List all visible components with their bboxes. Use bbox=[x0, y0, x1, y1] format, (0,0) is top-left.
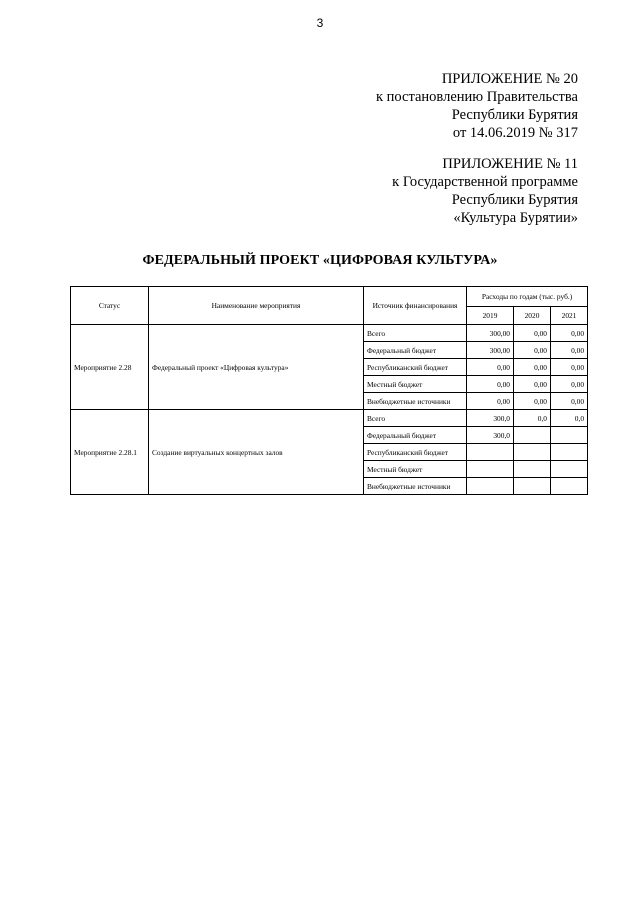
header-name: Наименование мероприятия bbox=[149, 287, 364, 325]
source-cell: Внебюджетные источники bbox=[364, 393, 467, 410]
value-cell-2020: 0,00 bbox=[514, 359, 551, 376]
document-title: ФЕДЕРАЛЬНЫЙ ПРОЕКТ «ЦИФРОВАЯ КУЛЬТУРА» bbox=[142, 253, 498, 268]
source-cell: Местный бюджет bbox=[364, 461, 467, 478]
page-number: 3 bbox=[316, 16, 324, 30]
value-cell-2019: 300,00 bbox=[467, 342, 514, 359]
value-cell-2020 bbox=[514, 461, 551, 478]
value-cell-2020 bbox=[514, 478, 551, 495]
value-cell-2020: 0,0 bbox=[514, 410, 551, 427]
value-cell-2021 bbox=[551, 478, 588, 495]
appendix-20-line1: ПРИЛОЖЕНИЕ № 20 bbox=[441, 71, 578, 87]
appendix-20-line3: Республики Бурятия bbox=[451, 107, 578, 123]
status-cell: Мероприятие 2.28.1 bbox=[71, 410, 149, 495]
value-cell-2019: 300,0 bbox=[467, 427, 514, 444]
value-cell-2021: 0,00 bbox=[551, 376, 588, 393]
value-cell-2021 bbox=[551, 427, 588, 444]
source-cell: Федеральный бюджет bbox=[364, 427, 467, 444]
value-cell-2019 bbox=[467, 444, 514, 461]
source-cell: Внебюджетные источники bbox=[364, 478, 467, 495]
value-cell-2020: 0,00 bbox=[514, 325, 551, 342]
value-cell-2021: 0,00 bbox=[551, 342, 588, 359]
value-cell-2020 bbox=[514, 444, 551, 461]
header-expenses: Расходы по годам (тыс. руб.) bbox=[467, 287, 588, 307]
event-name-cell: Создание виртуальных концертных залов bbox=[149, 410, 364, 495]
value-cell-2019: 300,00 bbox=[467, 325, 514, 342]
value-cell-2021: 0,00 bbox=[551, 393, 588, 410]
appendix-11-line3: Республики Бурятия bbox=[451, 192, 578, 208]
source-cell: Местный бюджет bbox=[364, 376, 467, 393]
appendix-20-line4: от 14.06.2019 № 317 bbox=[452, 125, 578, 141]
status-cell: Мероприятие 2.28 bbox=[71, 325, 149, 410]
table-row bbox=[71, 325, 588, 342]
header-year-2021: 2021 bbox=[551, 307, 588, 325]
value-cell-2021: 0,00 bbox=[551, 325, 588, 342]
value-cell-2021: 0,00 bbox=[551, 359, 588, 376]
appendix-11-header bbox=[392, 155, 578, 227]
appendix-11-line1: ПРИЛОЖЕНИЕ № 11 bbox=[442, 156, 578, 172]
appendix-11-line2: к Государственной программе bbox=[392, 174, 578, 190]
value-cell-2019: 0,00 bbox=[467, 359, 514, 376]
appendix-11-line4: «Культура Бурятии» bbox=[453, 210, 578, 226]
appendix-20-header bbox=[376, 70, 578, 142]
value-cell-2021 bbox=[551, 461, 588, 478]
header-sources: Источник финансирования bbox=[364, 287, 467, 325]
source-cell: Федеральный бюджет bbox=[364, 342, 467, 359]
source-cell: Республиканский бюджет bbox=[364, 444, 467, 461]
source-cell: Всего bbox=[364, 410, 467, 427]
value-cell-2019 bbox=[467, 478, 514, 495]
value-cell-2019 bbox=[467, 461, 514, 478]
value-cell-2019: 0,00 bbox=[467, 393, 514, 410]
appendix-20-line2: к постановлению Правительства bbox=[376, 89, 578, 105]
value-cell-2019: 300,0 bbox=[467, 410, 514, 427]
value-cell-2019: 0,00 bbox=[467, 376, 514, 393]
value-cell-2020 bbox=[514, 427, 551, 444]
value-cell-2020: 0,00 bbox=[514, 393, 551, 410]
table-row bbox=[71, 410, 588, 427]
source-cell: Всего bbox=[364, 325, 467, 342]
value-cell-2021: 0,0 bbox=[551, 410, 588, 427]
budget-table bbox=[70, 286, 588, 495]
header-status: Статус bbox=[71, 287, 149, 325]
value-cell-2021 bbox=[551, 444, 588, 461]
source-cell: Республиканский бюджет bbox=[364, 359, 467, 376]
header-year-2019: 2019 bbox=[467, 307, 514, 325]
value-cell-2020: 0,00 bbox=[514, 376, 551, 393]
header-year-2020: 2020 bbox=[514, 307, 551, 325]
event-name-cell: Федеральный проект «Цифровая культура» bbox=[149, 325, 364, 410]
value-cell-2020: 0,00 bbox=[514, 342, 551, 359]
